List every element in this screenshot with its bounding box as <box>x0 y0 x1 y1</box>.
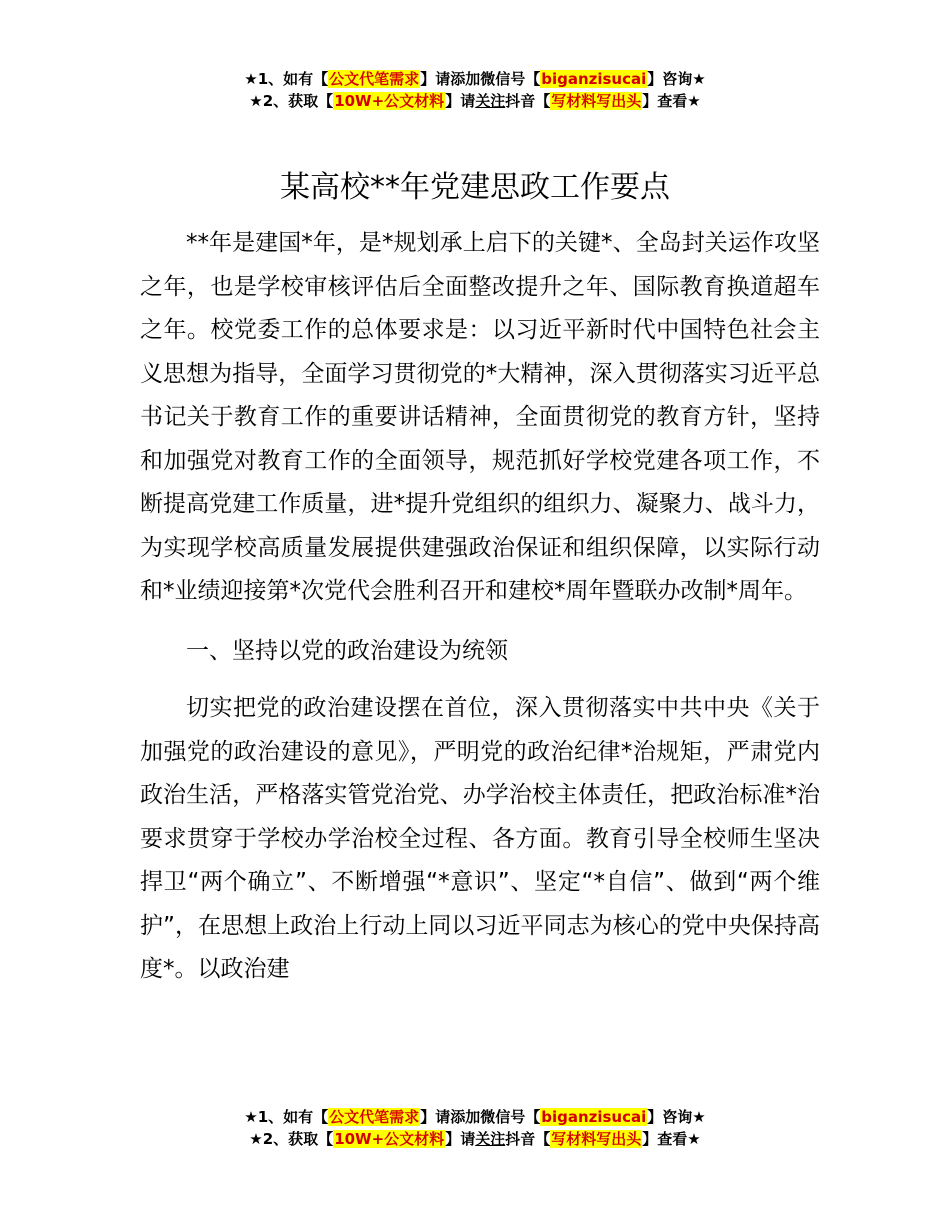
document-title: 某高校**年党建思政工作要点 <box>280 170 670 205</box>
banner-text: 】咨询★ <box>647 70 706 88</box>
banner-wechat-id: biganzisucai <box>541 1108 647 1126</box>
banner-text: 】查看★ <box>642 92 701 110</box>
section-paragraph: 切实把党的政治建设摆在首位，深入贯彻落实中共中央《关于加强党的政治建设的意见》，严明党的政治纪律*治规矩，严肃党内政治生活，严格落实管党治党、办学治校主体责任，把政治标准*治要求贯穿于学校办学治校全过程、各方面。教育引导全校师生坚决捍卫“两个确立”、不断增强“*意识”、坚定“*自信”、做到“两个维护”，在思想上政治上行动上同以习近平同志为核心的党中央保持高度*。以政治建 <box>140 695 820 982</box>
banner-text: 】请 <box>445 92 476 110</box>
banner-wechat-id: biganzisucai <box>541 70 647 88</box>
banner-highlight: 公文代笔需求 <box>329 70 420 88</box>
banner-text: ★2、获取【 <box>249 92 334 110</box>
banner-underlined: 关注 <box>475 1130 506 1148</box>
banner-highlight: 公文代笔需求 <box>329 1108 420 1126</box>
banner-text: 抖音【 <box>505 1130 551 1148</box>
document-body <box>140 222 820 992</box>
banner-text: 】咨询★ <box>647 1108 706 1126</box>
header-banner <box>0 68 950 112</box>
banner-text: 】请添加微信号【 <box>420 1108 541 1126</box>
banner-highlight: 写材料写出头 <box>551 92 642 110</box>
banner-line-1 <box>0 68 950 90</box>
intro-paragraph: **年是建国*年，是*规划承上启下的关键*、全岛封关运作攻坚之年，也是学校审核评估后全面整改提升之年、国际教育换道超车之年。校党委工作的总体要求是：以习近平新时代中国特色社会主义思想为指导，全面学习贯彻党的*大精神，深入贯彻落实习近平总书记关于教育工作的重要讲话精神，全面贯彻党的教育方针，坚持和加强党对教育工作的全面领导，规范抓好学校党建各项工作，不断提高党建工作质量，进*提升党组织的组织力、凝聚力、战斗力，为实现学校高质量发展提供建强政治保证和组织保障，以实际行动和*业绩迎接第*次党代会胜利召开和建校*周年暨联办改制*周年。 <box>140 230 820 604</box>
footer-banner <box>0 1106 950 1150</box>
banner-text: 】请添加微信号【 <box>420 70 541 88</box>
banner-text: ★1、如有【 <box>244 1108 329 1126</box>
banner-highlight: 10W+公文材料 <box>334 92 445 110</box>
banner-line-2 <box>0 90 950 112</box>
banner-underlined: 关注 <box>475 92 506 110</box>
banner-text: 抖音【 <box>505 92 551 110</box>
banner-line-1 <box>0 1106 950 1128</box>
banner-highlight: 10W+公文材料 <box>334 1130 445 1148</box>
banner-text: ★1、如有【 <box>244 70 329 88</box>
banner-text: 】请 <box>445 1130 476 1148</box>
section-heading: 一、坚持以党的政治建设为统领 <box>186 637 508 664</box>
banner-text: 】查看★ <box>642 1130 701 1148</box>
banner-line-2 <box>0 1128 950 1150</box>
banner-highlight: 写材料写出头 <box>551 1130 642 1148</box>
banner-text: ★2、获取【 <box>249 1130 334 1148</box>
